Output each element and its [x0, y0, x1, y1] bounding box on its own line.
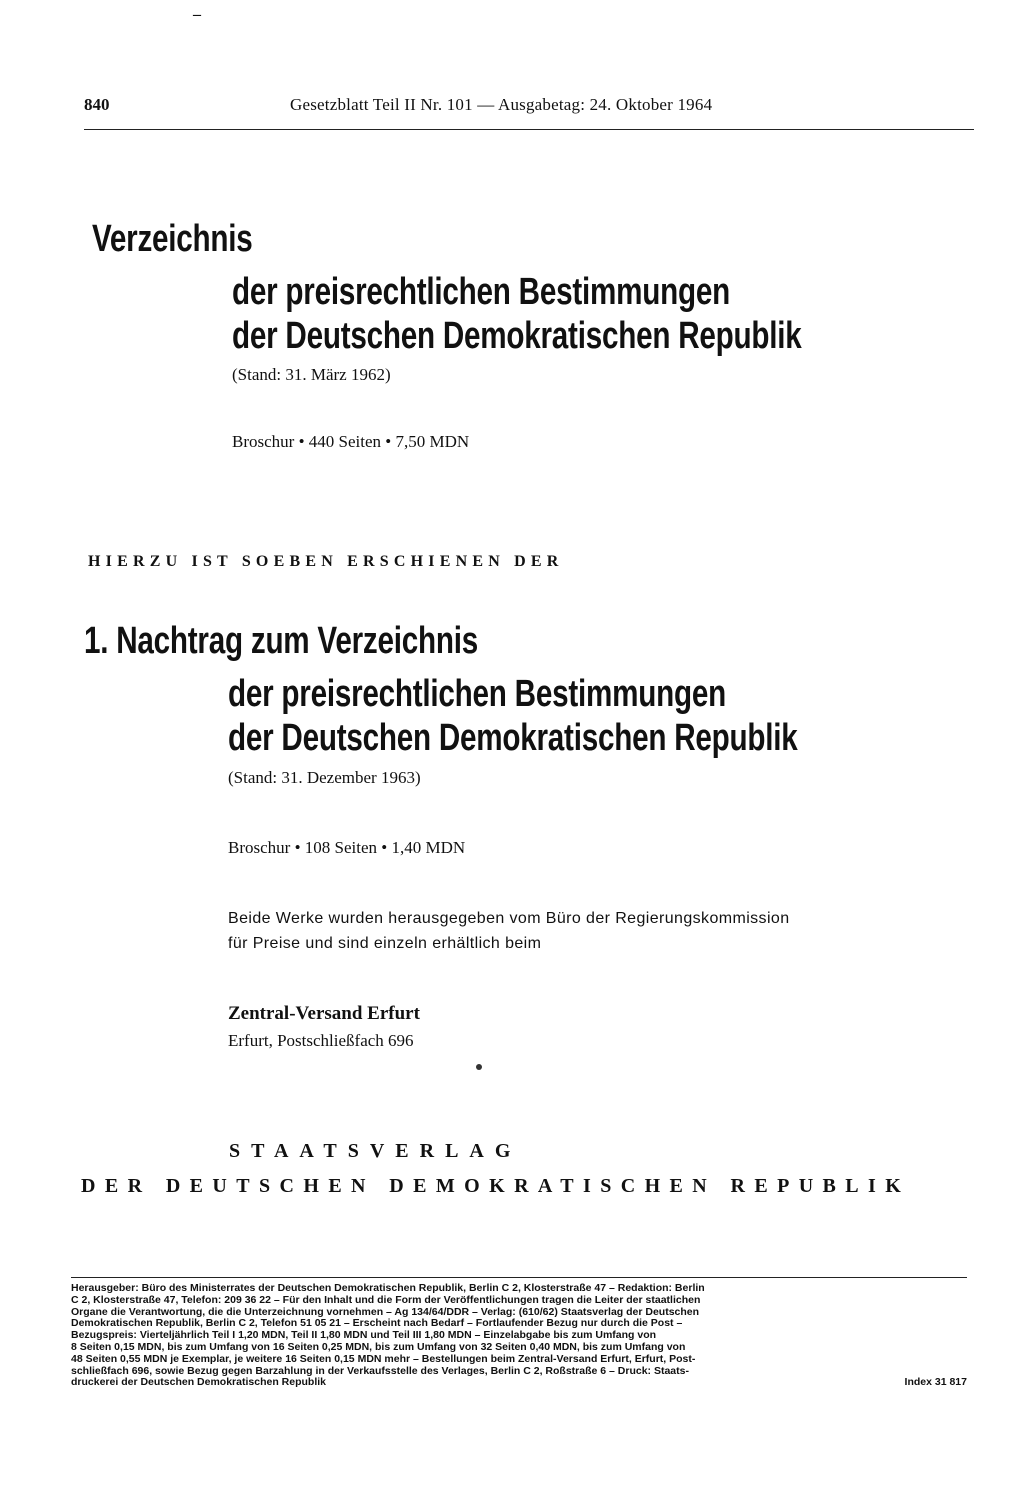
book1-title-line: Verzeichnis — [92, 218, 253, 260]
imprint-block — [71, 1283, 967, 1389]
imprint-line: Demokratischen Republik, Berlin C 2, Telefon 51 05 21 – Erscheint nach Bedarf – Fortlaufender Bezug nur durch die Post – — [71, 1318, 683, 1330]
info-line: Beide Werke wurden herausgegeben vom Büro der Regierungskommission — [228, 910, 790, 927]
imprint-line: schließfach 696, sowie Bezug gegen Barzahlung in der Verkaufsstelle des Verlages, Berlin C 2, Roßstraße 6 – Druck: Staats- — [71, 1365, 689, 1377]
distributor-address: Erfurt, Postschließfach 696 — [228, 1031, 414, 1050]
top-mark: – — [193, 6, 201, 23]
imprint-line: Herausgeber: Büro des Ministerrates der Deutschen Demokratischen Republik, Berlin C 2, Klosterstraße 47 – Redaktion: Berlin — [71, 1283, 705, 1294]
publisher-line-1: STAATSVERLAG — [229, 1140, 522, 1162]
page-header: Gesetzblatt Teil II Nr. 101 — Ausgabetag: 24. Oktober 1964 — [290, 95, 713, 114]
announcement: HIERZU IST SOEBEN ERSCHIENEN DER — [88, 553, 564, 570]
imprint-line: Organe die Verantwortung, die die Unterzeichnung vornehmen – Ag 134/64/DDR – Verlag: (610/62) Staatsverlag der Deutschen — [71, 1306, 700, 1318]
imprint-line: Bezugspreis: Vierteljährlich Teil I 1,20 MDN, Teil II 1,80 MDN und Teil III 1,80 MDN – Einzelabgabe bis zum Umfang von — [71, 1330, 657, 1342]
imprint-line: 8 Seiten 0,15 MDN, bis zum Umfang von 16 Seiten 0,25 MDN, bis zum Umfang von 32 Seiten 0,40 MDN, bis zum Umfang von — [71, 1341, 686, 1353]
imprint-line: 48 Seiten 0,55 MDN je Exemplar, je weitere 16 Seiten 0,15 MDN mehr – Bestellungen beim Zentral-Versand Erfurt, Erfurt, Post- — [71, 1353, 696, 1365]
book1-details: Broschur • 440 Seiten • 7,50 MDN — [232, 432, 470, 451]
header-rule — [84, 129, 974, 130]
book1-stand: (Stand: 31. März 1962) — [232, 365, 391, 384]
book2-stand: (Stand: 31. Dezember 1963) — [228, 768, 421, 787]
imprint-line: C 2, Klosterstraße 47, Telefon: 209 36 22 – Für den Inhalt und die Form der Veröffentlichungen tragen die Leiter der staatlichen — [71, 1294, 701, 1306]
book2-title-line: der preisrechtlichen Bestimmungen — [228, 673, 726, 715]
index-number: Index 31 817 — [904, 1377, 967, 1389]
page-number: 840 — [84, 95, 110, 114]
book2-details: Broschur • 108 Seiten • 1,40 MDN — [228, 838, 466, 857]
info-line: für Preise und sind einzeln erhältlich beim — [228, 935, 542, 952]
book1-title-line: der preisrechtlichen Bestimmungen — [232, 271, 730, 313]
imprint-line: druckerei der Deutschen Demokratischen Republik — [71, 1377, 326, 1389]
book1-title-line: der Deutschen Demokratischen Republik — [232, 315, 802, 357]
imprint-rule — [71, 1277, 967, 1278]
distributor-name: Zentral-Versand Erfurt — [228, 1003, 420, 1024]
book2-title-line: der Deutschen Demokratischen Republik — [228, 717, 798, 759]
imprint-last-row — [71, 1377, 967, 1389]
publisher-line-2: DER DEUTSCHEN DEMOKRATISCHEN REPUBLIK — [81, 1175, 911, 1197]
book2-title-line: 1. Nachtrag zum Verzeichnis — [84, 620, 478, 662]
bullet-mark — [476, 1064, 482, 1070]
